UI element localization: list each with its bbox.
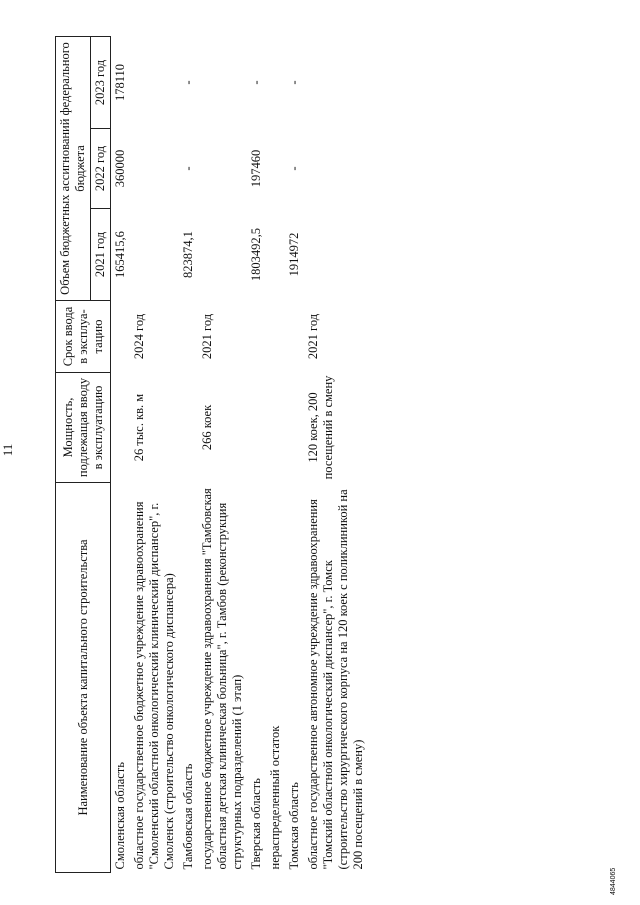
table-row [285,36,304,872]
row-term: 2024 год [132,313,146,360]
row-2021 [198,209,247,301]
row-capacity: 120 коек, 200 посещений в смену [306,375,335,480]
row-name: областное государственное автономное учреждение здравоохранения "Томский областной онкологический диспансер", г. Томск (строительство хирургического корпуса на 120 коек с поликлиникой на 200 посещений в смену) [306,489,365,870]
row-term [179,301,198,373]
row-2022: - [287,166,301,171]
header-year-2023: 2023 год [91,36,111,128]
row-2021: 1803492,5 [249,227,263,282]
row-2022 [304,129,368,209]
header-year-2022: 2022 год [91,129,111,209]
row-2021 [130,209,179,301]
row-name: областное государственное бюджетное учреждение здравоохранения "Смоленский областной онкологический клинический диспансер", г. Смоленск (строительство онкологического диспансера) [132,501,176,870]
header-year-2021: 2021 год [91,209,111,301]
row-2023: 178110 [113,63,127,102]
table-row [111,36,131,872]
table-row [179,36,198,872]
capital-construction-table [55,36,368,873]
row-2022 [198,129,247,209]
table-row [130,36,179,872]
row-name: Томская область [287,782,301,870]
row-2021: 823874,1 [181,231,195,278]
table-row [247,36,266,872]
row-term [266,301,285,373]
row-2023 [198,36,247,128]
row-2023: - [249,80,263,85]
row-capacity [111,373,131,483]
table-row [304,36,368,872]
table-row [198,36,247,872]
row-capacity: 266 коек [200,404,214,451]
row-name: Смоленская область [113,762,127,870]
row-capacity [179,373,198,483]
row-capacity [285,373,304,483]
header-budget: Объем бюджетных ассигнований федерального бюджета [56,36,91,300]
row-term [285,301,304,373]
row-2021: 165415,6 [113,231,127,278]
row-term [247,301,266,373]
row-term: 2021 год [306,313,320,360]
row-2023 [266,36,285,128]
table-row [266,36,285,872]
row-term [111,301,131,373]
row-2022 [266,129,285,209]
row-2023 [304,36,368,128]
row-2021 [266,209,285,301]
row-2021: 1914972 [287,232,301,277]
row-capacity [266,373,285,483]
row-2022: - [181,166,195,171]
row-name: Тверская область [249,778,263,870]
row-name: государственное бюджетное учреждение здравоохранения "Тамбовская областная детская клиническая больница", г. Тамбов (реконструкция структурных подразделений (1 этап) [200,488,244,870]
row-2022: 360000 [113,149,127,188]
row-2021 [304,209,368,301]
row-name: Тамбовская область [181,763,195,870]
document-stamp: 4844065 [610,867,617,895]
header-capacity: Мощность, подлежащая вводу в эксплуатацию [56,373,111,483]
row-2023 [130,36,179,128]
row-2022 [130,129,179,209]
row-term: 2021 год [200,313,214,360]
row-name: нераспределенный остаток [268,725,282,870]
table-header [56,36,111,872]
page-number: 11 [0,443,15,457]
row-capacity: 26 тыс. кв. м [132,393,146,462]
header-term: Срок ввода в эксплуа-тацию [56,301,111,373]
header-name: Наименование объекта капитального строительства [56,483,111,873]
row-2022: 197460 [249,149,263,188]
row-2023: - [287,80,301,85]
row-capacity [247,373,266,483]
row-2023: - [181,80,195,85]
